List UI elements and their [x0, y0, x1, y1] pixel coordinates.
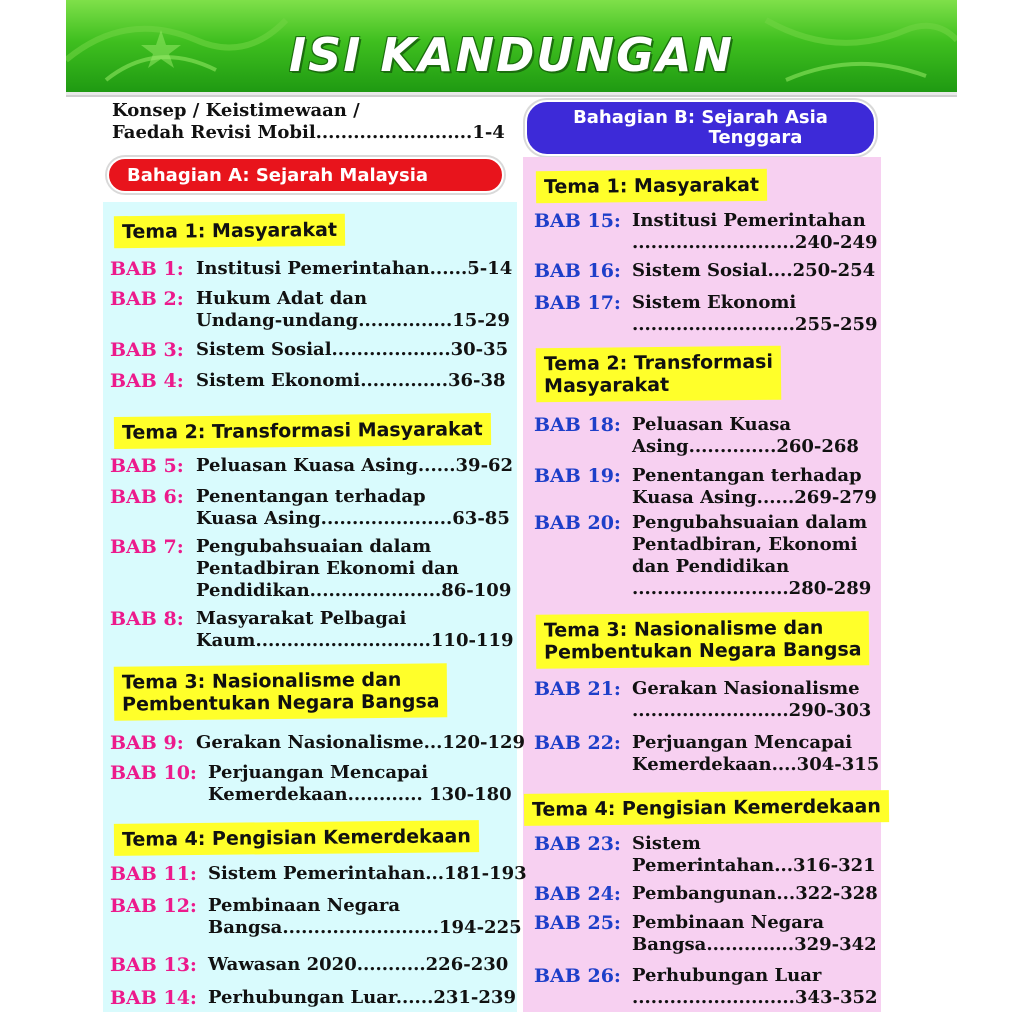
chapter-title: Wawasan 2020...........226-230: [208, 954, 509, 975]
tema-heading: Tema 4: Pengisian Kemerdekaan: [114, 820, 479, 856]
chapter-title: Pembinaan Negara: [208, 895, 401, 916]
chapter-title: Undang-undang...............15-29: [196, 310, 510, 331]
chapter-title: .........................290-303: [632, 700, 872, 721]
chapter-number: BAB 2:: [110, 288, 184, 310]
chapter-title: Gerakan Nasionalisme...120-129: [196, 732, 526, 753]
chapter-number: BAB 16:: [534, 260, 621, 282]
chapter-number: BAB 14:: [110, 987, 197, 1009]
chapter-title: Pemerintahan...316-321: [632, 855, 876, 876]
chapter-number: BAB 13:: [110, 954, 197, 976]
tema-heading-line-2: Masyarakat: [544, 373, 670, 398]
chapter-title: Pentadbiran Ekonomi dan: [196, 558, 459, 579]
chapter-title: Bangsa..............329-342: [632, 934, 877, 955]
chapter-title: Institusi Pemerintahan......5-14: [196, 258, 513, 279]
tema-heading: [114, 663, 448, 720]
chapter-title: Sistem Ekonomi: [632, 292, 797, 313]
section-b-label: [525, 100, 876, 156]
section-b-label-line-2: Tenggara: [708, 127, 803, 148]
chapter-number: BAB 23:: [534, 833, 621, 855]
tema-heading: Tema 1: Masyarakat: [536, 169, 767, 203]
header-banner: [66, 0, 957, 92]
tema-heading: Tema 2: Transformasi Masyarakat: [114, 413, 491, 449]
tema-heading: [536, 611, 870, 668]
chapter-title: Pembangunan...322-328: [632, 883, 878, 904]
tema-heading: Tema 4: Pengisian Kemerdekaan: [524, 790, 889, 826]
chapter-number: BAB 24:: [534, 883, 621, 905]
intro-line-1: Konsep / Keistimewaan /: [112, 100, 360, 121]
chapter-title: Sistem Sosial....250-254: [632, 260, 876, 281]
tema-heading-line-1: Tema 3: Nasionalisme dan: [543, 616, 824, 642]
tema-heading-line-2: Pembentukan Negara Bangsa: [544, 638, 862, 664]
chapter-number: BAB 3:: [110, 339, 184, 361]
chapter-number: BAB 17:: [534, 292, 621, 314]
chapter-number: BAB 1:: [110, 258, 184, 280]
chapter-title: Kuasa Asing......269-279: [632, 487, 877, 508]
chapter-title: Peluasan Kuasa: [632, 414, 792, 435]
chapter-number: BAB 20:: [534, 512, 621, 534]
chapter-title: ..........................240-249: [632, 232, 878, 253]
chapter-title: Pembinaan Negara: [632, 912, 825, 933]
section-b-label-line-1: Bahagian B: Sejarah Asia: [573, 107, 828, 128]
chapter-title: Kuasa Asing.....................63-85: [196, 508, 510, 529]
chapter-number: BAB 4:: [110, 370, 184, 392]
chapter-title: Pengubahsuaian dalam: [196, 536, 432, 557]
chapter-title: Masyarakat Pelbagai: [196, 608, 407, 629]
chapter-title: Pendidikan.....................86-109: [196, 580, 512, 601]
chapter-title: Peluasan Kuasa Asing......39-62: [196, 455, 514, 476]
chapter-title: Kemerdekaan............ 130-180: [208, 784, 512, 805]
header-divider: [66, 92, 957, 97]
chapter-title: Hukum Adat dan: [196, 288, 368, 309]
chapter-number: BAB 8:: [110, 608, 184, 630]
chapter-number: BAB 7:: [110, 536, 184, 558]
chapter-title: Perjuangan Mencapai: [208, 762, 429, 783]
chapter-title: Sistem: [632, 833, 701, 854]
chapter-title: Perhubungan Luar......231-239: [208, 987, 516, 1008]
chapter-title: ..........................343-352: [632, 987, 878, 1008]
chapter-title: Institusi Pemerintahan: [632, 210, 866, 231]
tema-heading: [536, 346, 782, 403]
chapter-title: Bangsa.........................194-225: [208, 917, 522, 938]
chapter-title: Perhubungan Luar: [632, 965, 822, 986]
chapter-title: Pentadbiran, Ekonomi: [632, 534, 858, 555]
chapter-number: BAB 9:: [110, 732, 184, 754]
chapter-title: Pengubahsuaian dalam: [632, 512, 868, 533]
chapter-title: Penentangan terhadap: [196, 486, 426, 507]
chapter-title: Sistem Sosial...................30-35: [196, 339, 509, 360]
chapter-number: BAB 26:: [534, 965, 621, 987]
chapter-number: BAB 11:: [110, 863, 197, 885]
chapter-number: BAB 25:: [534, 912, 621, 934]
chapter-number: BAB 21:: [534, 678, 621, 700]
tema-heading-line-2: Pembentukan Negara Bangsa: [122, 690, 440, 716]
chapter-title: Sistem Pemerintahan...181-193: [208, 863, 527, 884]
chapter-title: Gerakan Nasionalisme: [632, 678, 860, 699]
chapter-number: BAB 22:: [534, 732, 621, 754]
page-title: ISI KANDUNGAN: [288, 28, 734, 82]
chapter-title: Perjuangan Mencapai: [632, 732, 853, 753]
tema-heading-line-1: Tema 3: Nasionalisme dan: [121, 668, 402, 694]
intro-entry: [112, 100, 532, 144]
tema-heading-line-1: Tema 2: Transformasi: [543, 350, 774, 376]
chapter-number: BAB 12:: [110, 895, 197, 917]
chapter-number: BAB 19:: [534, 465, 621, 487]
chapter-title: Kaum............................110-119: [196, 630, 514, 651]
chapter-title: Asing..............260-268: [632, 436, 859, 457]
chapter-title: ..........................255-259: [632, 314, 878, 335]
chapter-number: BAB 10:: [110, 762, 197, 784]
chapter-number: BAB 18:: [534, 414, 621, 436]
chapter-number: BAB 15:: [534, 210, 621, 232]
chapter-title: Penentangan terhadap: [632, 465, 862, 486]
chapter-number: BAB 5:: [110, 455, 184, 477]
tema-heading: Tema 1: Masyarakat: [114, 214, 345, 248]
chapter-title: Kemerdekaan....304-315: [632, 754, 880, 775]
intro-line-2: Faedah Revisi Mobil.........................1-4: [112, 122, 505, 143]
chapter-title: dan Pendidikan: [632, 556, 790, 577]
chapter-title: Sistem Ekonomi..............36-38: [196, 370, 506, 391]
section-a-label: Bahagian A: Sejarah Malaysia: [107, 157, 504, 193]
chapter-title: .........................280-289: [632, 578, 872, 599]
chapter-number: BAB 6:: [110, 486, 184, 508]
